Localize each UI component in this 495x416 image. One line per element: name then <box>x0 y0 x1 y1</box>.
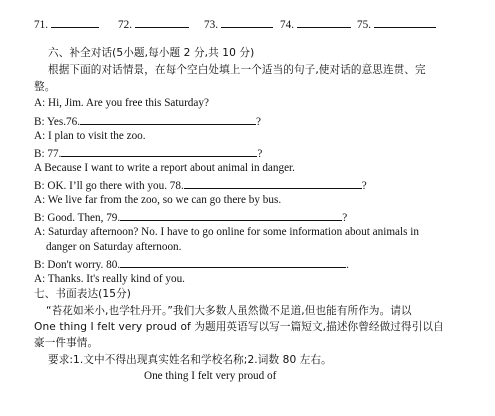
essay-title: One thing I felt very proud of <box>144 370 277 382</box>
answer-blank-80[interactable] <box>120 256 346 268</box>
answer-line <box>221 16 273 28</box>
dialogue-line-8 <box>34 209 347 225</box>
answer-number: 71. <box>34 19 48 31</box>
answer-blank-71[interactable] <box>34 16 99 32</box>
answer-blank-75[interactable] <box>357 16 436 32</box>
answer-number: 75. <box>357 19 371 31</box>
dialogue-punct: ? <box>256 116 261 128</box>
answer-blank-72[interactable] <box>118 16 189 32</box>
section7-paragraph-line1: “苔花如米小,也学牡丹开。”我们大多数人虽然微不足道,但也能有所作为。请以 <box>46 305 412 317</box>
answer-blank-76[interactable] <box>80 113 256 125</box>
dialogue-punct: ? <box>361 180 367 192</box>
section7-requirements: 要求:1.文中不得出现真实姓名和学校名称;2.词数 80 左右。 <box>48 354 332 366</box>
section6-instruction-line1: 根据下面的对话情景，在每个空白处填上一个适当的句子,使对话的意思连贯、完 <box>48 64 426 76</box>
answer-line <box>374 16 436 28</box>
answer-blank-78[interactable] <box>184 177 362 189</box>
section7-paragraph-line3: 豪一件事情。 <box>34 337 99 349</box>
dialogue-text: B: Yes.76. <box>34 116 81 128</box>
dialogue-punct: ? <box>342 212 348 224</box>
answer-line <box>51 16 99 28</box>
answer-number: 72. <box>118 19 132 31</box>
answer-blank-79[interactable] <box>120 209 342 221</box>
dialogue-line-3: A: I plan to visit the zoo. <box>34 130 146 142</box>
dialogue-text: B: 77. <box>34 148 62 160</box>
answer-number: 73. <box>204 19 218 31</box>
dialogue-line-10: danger on Saturday afternoon. <box>46 241 182 253</box>
answer-line <box>135 16 189 28</box>
dialogue-line-12: A: Thanks. It's really kind of you. <box>34 273 185 285</box>
answer-blank-74[interactable] <box>280 16 351 32</box>
dialogue-text: B: Don't worry. 80. <box>34 259 121 271</box>
dialogue-text: B: OK. I’ll go there with you. 78. <box>34 180 184 192</box>
dialogue-text: B: Good. Then, 79. <box>34 212 121 224</box>
dialogue-line-6 <box>34 177 367 193</box>
section7-heading: 七、书面表达(15分) <box>34 288 132 300</box>
dialogue-punct: . <box>346 259 349 271</box>
answer-number: 74. <box>280 19 294 31</box>
section6-heading: 六、补全对话(5小题,每小题 2 分,共 10 分) <box>48 47 255 59</box>
answer-line <box>297 16 351 28</box>
section6-instruction-line2: 整。 <box>34 81 56 93</box>
dialogue-line-5: A Because I want to write a report about animal in danger. <box>34 162 295 174</box>
answer-blank-77[interactable] <box>61 145 257 157</box>
section7-paragraph-line2: One thing I felt very proud of 为题用英语写以写一篇短文,描述你曾经做过得引以自 <box>34 321 444 333</box>
dialogue-line-11 <box>34 256 349 272</box>
dialogue-line-2 <box>34 113 261 129</box>
dialogue-punct: ? <box>257 148 263 160</box>
dialogue-line-7: A: We live far from the zoo, so we can go there by bus. <box>34 194 282 206</box>
dialogue-line-4 <box>34 145 262 161</box>
answer-blank-73[interactable] <box>204 16 273 32</box>
dialogue-line-9: A: Saturday afternoon? No. I have to go online for some information about animals in <box>34 226 419 238</box>
dialogue-line-1: A: Hi, Jim. Are you free this Saturday? <box>34 97 209 109</box>
